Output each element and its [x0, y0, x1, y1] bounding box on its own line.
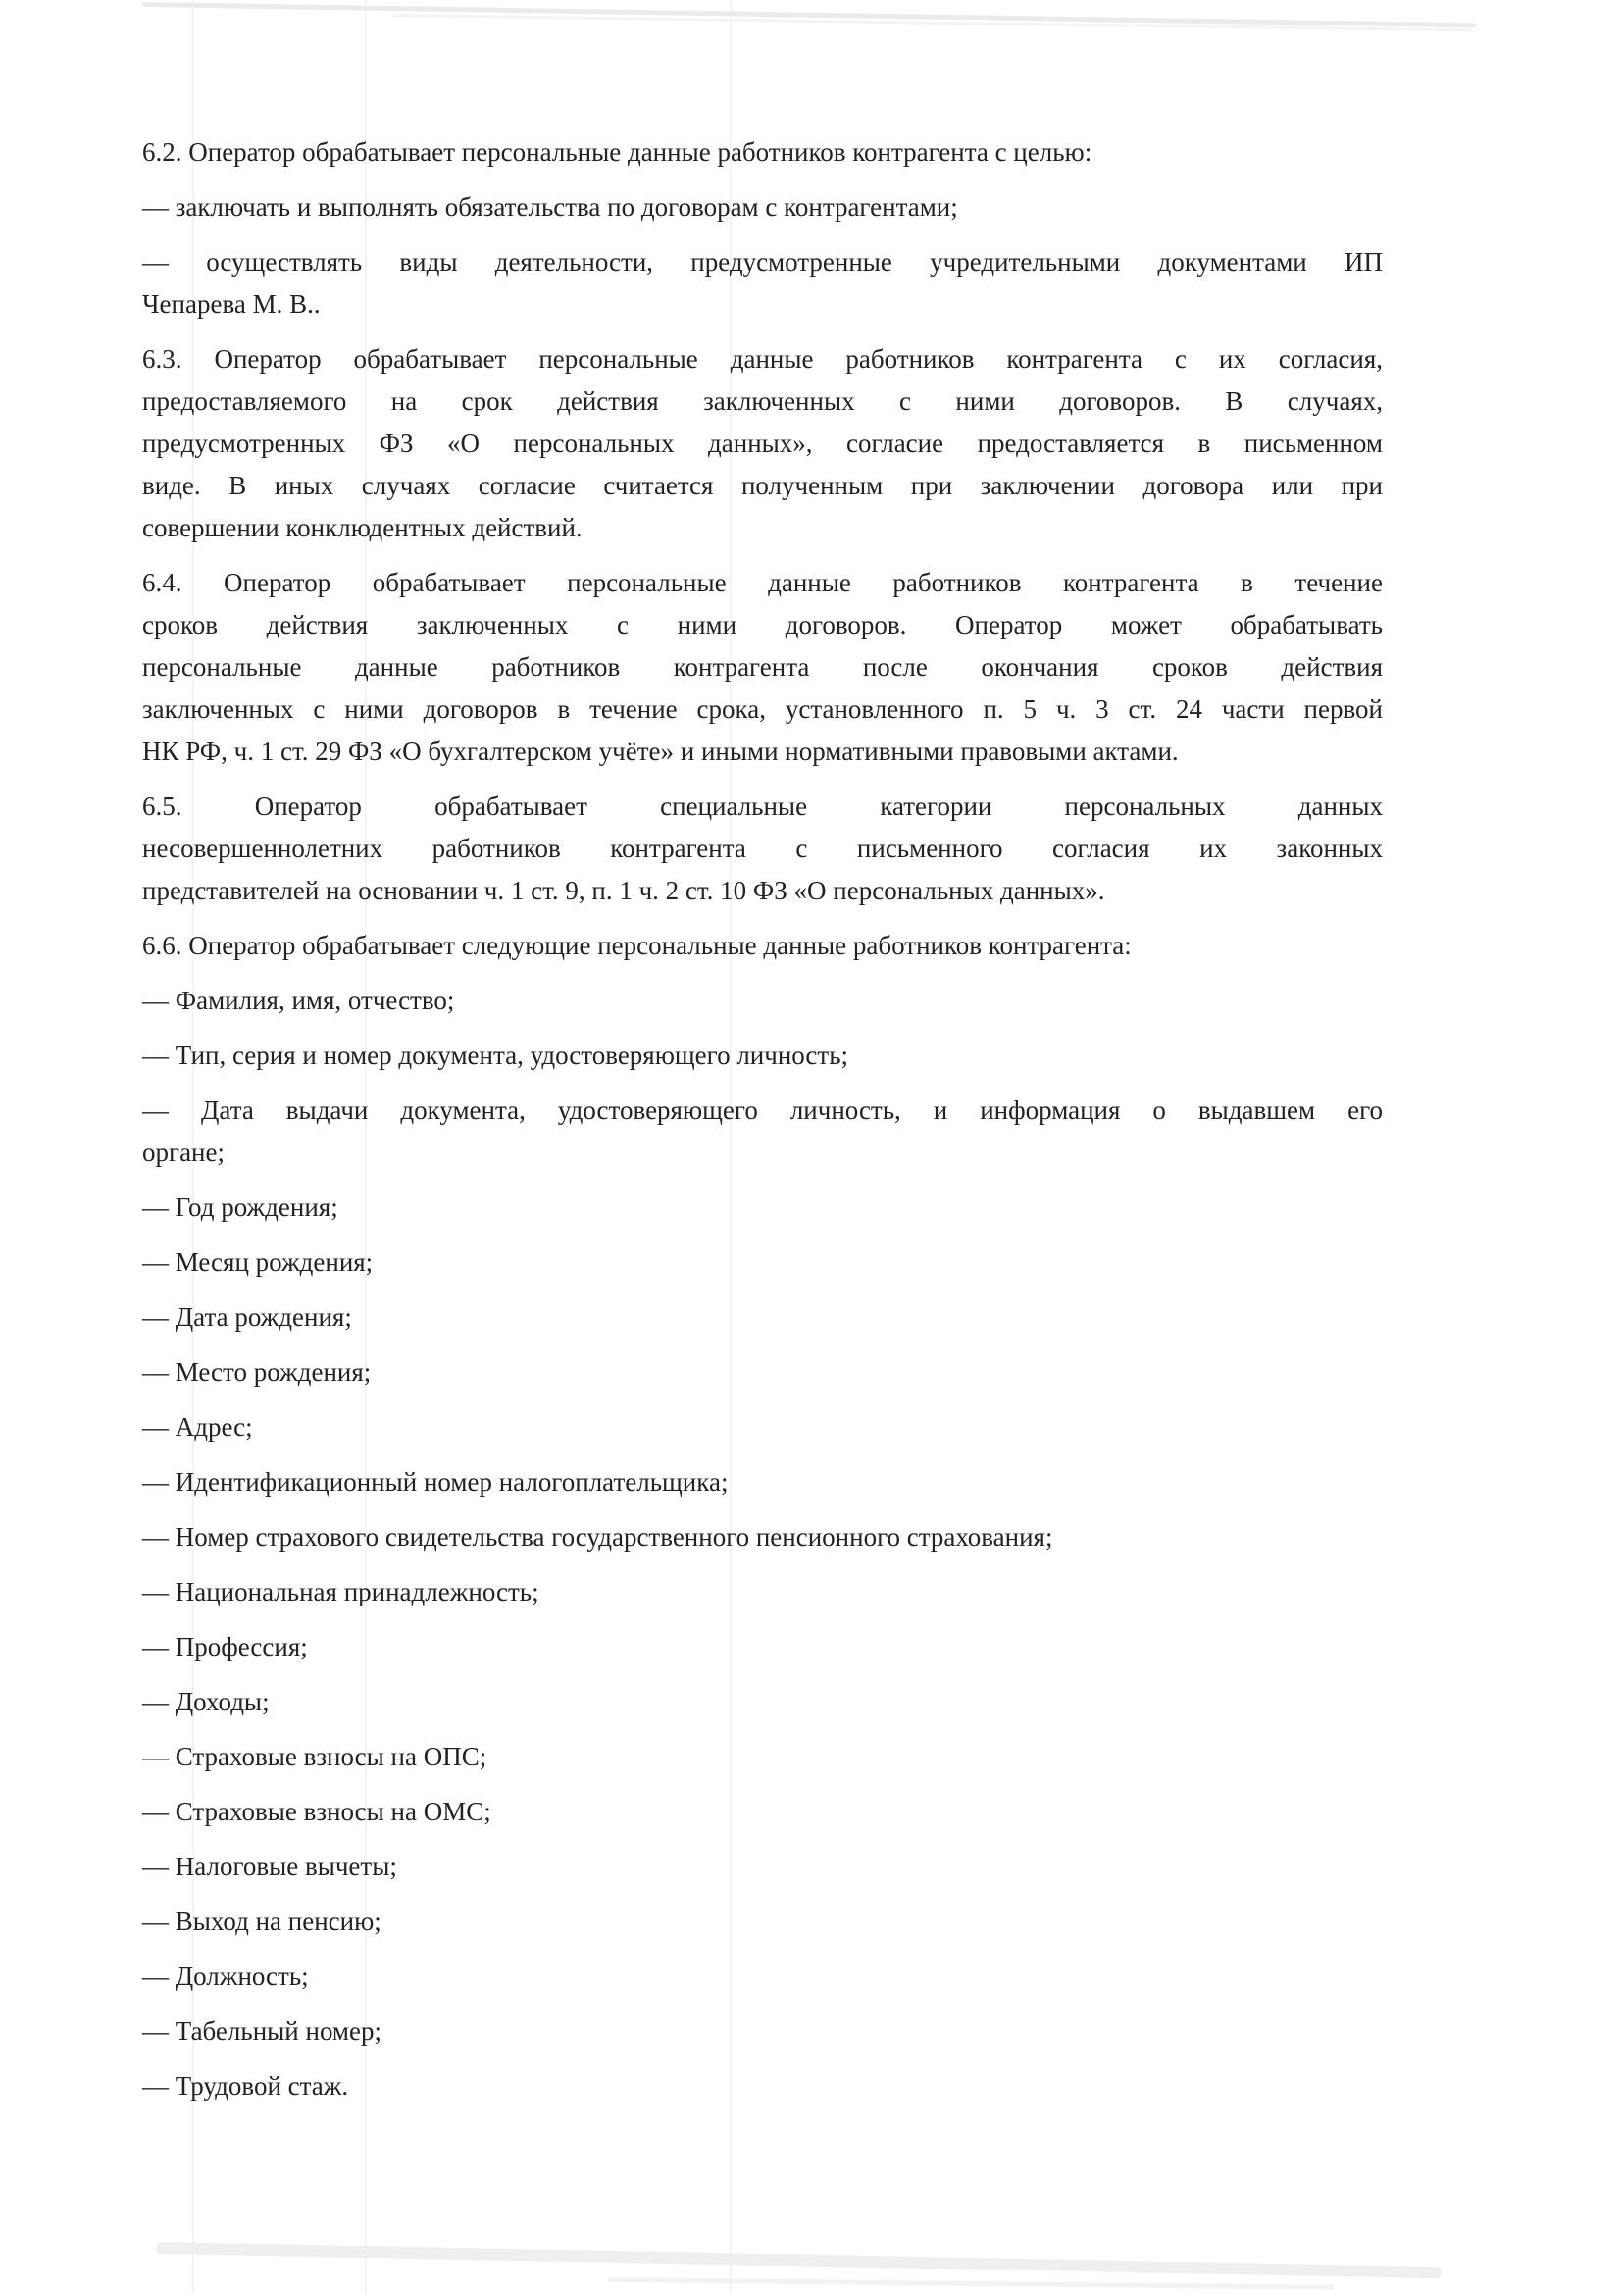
text-line: — Адрес;: [142, 1412, 253, 1442]
data-item-full-name: [142, 980, 1383, 1022]
text-line: предоставляемого на срок действия заключенных с ними договоров. В случаях,: [142, 386, 1383, 416]
data-item-tax-deductions: [142, 1846, 1383, 1888]
text-line: 6.6. Оператор обрабатывает следующие персональные данные работников контрагента:: [142, 931, 1132, 960]
clause-6-2-heading: [142, 131, 1383, 174]
data-item-birth-year: [142, 1187, 1383, 1229]
text-line: — Дата рождения;: [142, 1302, 352, 1332]
text-line: 6.2. Оператор обрабатывает персональные данные работников контрагента с целью:: [142, 137, 1092, 167]
document-text: [142, 131, 1383, 2120]
purpose-item-activities: [142, 241, 1383, 326]
data-item-id-document-issue: [142, 1090, 1383, 1174]
text-line: — Дата выдачи документа, удостоверяющего личность, и информация о выдавшем его: [142, 1096, 1383, 1125]
text-line: совершении конклюдентных действий.: [142, 513, 583, 542]
text-line: — Страховые взносы на ОМС;: [142, 1797, 491, 1826]
data-item-ops-contributions: [142, 1736, 1383, 1778]
text-line: НК РФ, ч. 1 ст. 29 ФЗ «О бухгалтерском учёте» и иными нормативными правовыми актами.: [142, 737, 1179, 766]
text-line: — Должность;: [142, 1962, 309, 1991]
text-line: персональные данные работников контрагента после окончания сроков действия: [142, 652, 1383, 682]
scan-edge-artifact-top: [142, 2, 1476, 27]
scan-edge-artifact-bottom: [157, 2242, 1442, 2278]
text-line: — Страховые взносы на ОПС;: [142, 1742, 487, 1771]
data-item-retirement: [142, 1901, 1383, 1943]
text-line: — заключать и выполнять обязательства по договорам с контрагентами;: [142, 192, 958, 222]
text-line: — Тип, серия и номер документа, удостоверяющего личность;: [142, 1041, 849, 1070]
text-line: 6.4. Оператор обрабатывает персональные данные работников контрагента в течение: [142, 568, 1383, 597]
text-line: 6.5. Оператор обрабатывает специальные категории персональных данных: [142, 791, 1383, 821]
clause-6-3-paragraph: [142, 338, 1383, 549]
data-item-snils: [142, 1516, 1383, 1558]
text-line: — Выход на пенсию;: [142, 1907, 381, 1936]
clause-6-5-paragraph: [142, 786, 1383, 912]
data-item-income: [142, 1681, 1383, 1723]
text-line: — Номер страхового свидетельства государственного пенсионного страхования;: [142, 1522, 1053, 1552]
text-line: — Место рождения;: [142, 1357, 372, 1387]
data-item-birth-place: [142, 1351, 1383, 1394]
data-item-id-document: [142, 1035, 1383, 1077]
text-line: — Налоговые вычеты;: [142, 1852, 397, 1881]
data-item-birth-month: [142, 1242, 1383, 1284]
text-line: органе;: [142, 1138, 225, 1167]
data-item-personnel-number: [142, 2011, 1383, 2053]
text-line: — Трудовой стаж.: [142, 2071, 349, 2101]
text-line: — Национальная принадлежность;: [142, 1577, 539, 1606]
clause-6-4-paragraph: [142, 562, 1383, 773]
data-item-nationality: [142, 1571, 1383, 1613]
text-line: — Год рождения;: [142, 1193, 338, 1222]
text-line: несовершеннолетних работников контрагента с письменного согласия их законных: [142, 834, 1383, 863]
text-line: предусмотренных ФЗ «О персональных данных», согласие предоставляется в письменном: [142, 429, 1383, 458]
data-item-position: [142, 1956, 1383, 1998]
text-line: — Идентификационный номер налогоплательщика;: [142, 1467, 729, 1497]
text-line: виде. В иных случаях согласие считается полученным при заключении договора или при: [142, 471, 1383, 500]
scan-edge-artifact-bottom: [608, 2277, 1334, 2290]
text-line: — Профессия;: [142, 1632, 308, 1661]
text-line: 6.3. Оператор обрабатывает персональные данные работников контрагента с их согласия,: [142, 344, 1383, 374]
text-line: Чепарева М. В..: [142, 289, 321, 319]
data-item-profession: [142, 1626, 1383, 1668]
data-item-inn: [142, 1461, 1383, 1504]
clause-6-6-heading: [142, 925, 1383, 967]
data-item-oms-contributions: [142, 1791, 1383, 1833]
text-line: сроков действия заключенных с ними договоров. Оператор может обрабатывать: [142, 610, 1383, 639]
data-item-address: [142, 1406, 1383, 1449]
text-line: представителей на основании ч. 1 ст. 9, п. 1 ч. 2 ст. 10 ФЗ «О персональных данных».: [142, 876, 1105, 905]
data-item-birth-date: [142, 1297, 1383, 1339]
text-line: — Табельный номер;: [142, 2016, 382, 2046]
purpose-item-contracts: [142, 186, 1383, 229]
text-line: — Фамилия, имя, отчество;: [142, 986, 455, 1015]
text-line: — Доходы;: [142, 1687, 270, 1716]
text-line: заключенных с ними договоров в течение срока, установленного п. 5 ч. 3 ст. 24 части первой: [142, 694, 1383, 724]
data-item-work-experience: [142, 2065, 1383, 2108]
text-line: — осуществлять виды деятельности, предусмотренные учредительными документами ИП: [142, 247, 1383, 277]
text-line: — Месяц рождения;: [142, 1248, 374, 1277]
